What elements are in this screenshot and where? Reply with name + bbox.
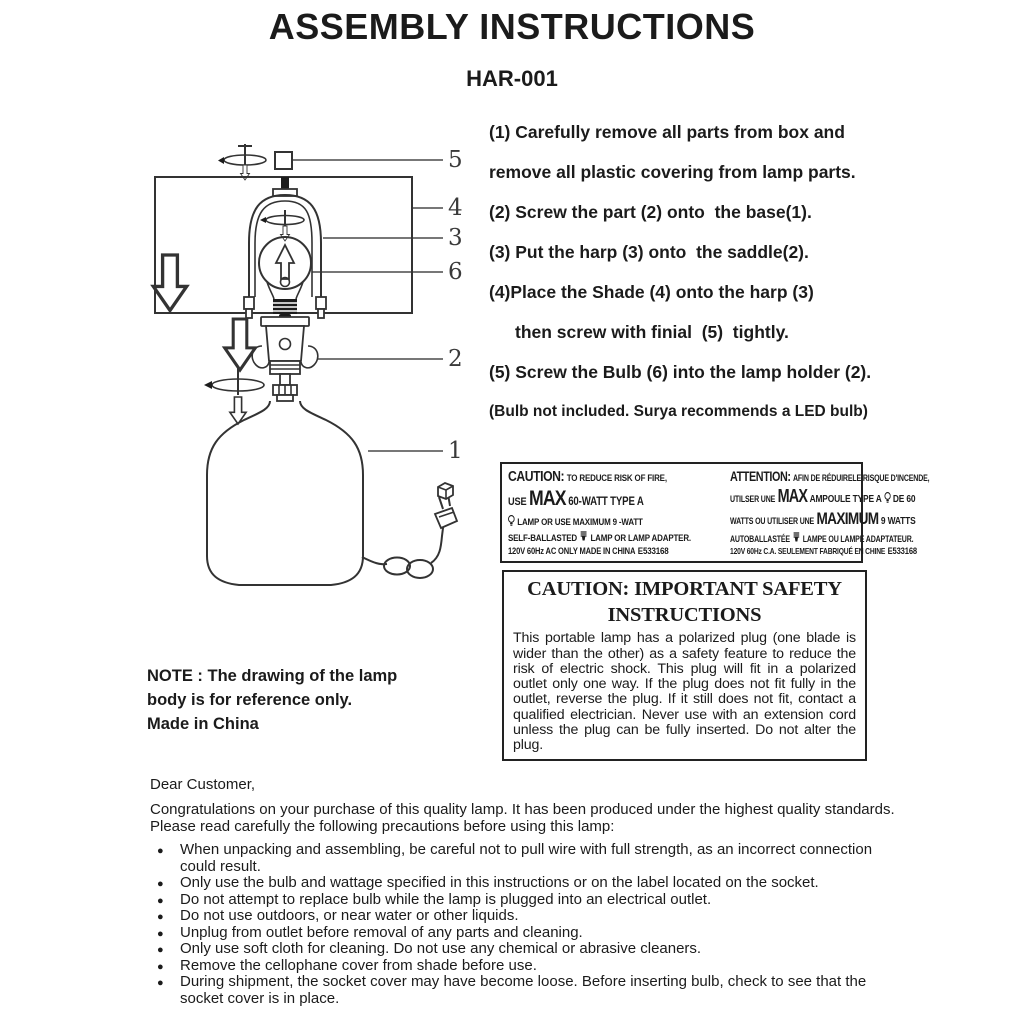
caution-text: 60-WATT TYPE A bbox=[568, 496, 644, 509]
list-item: ● Only use the bulb and wattage specified in this instructions or on the label located on the socket. bbox=[150, 875, 900, 892]
list-item: ● When unpacking and assembling, be careful not to pull wire with full strength, as an incorrect connection could result. bbox=[150, 842, 900, 875]
ul-number: E533168 bbox=[637, 546, 669, 557]
cfl-bulb-icon bbox=[580, 531, 588, 542]
customer-letter bbox=[150, 776, 900, 1007]
step-line: remove all plastic covering from lamp parts. bbox=[489, 162, 856, 182]
shade-box bbox=[155, 177, 412, 313]
caution-word: CAUTION: bbox=[508, 469, 565, 485]
caution-fr-line5 bbox=[730, 546, 929, 557]
caution-text: 120V 60Hz AC ONLY MADE IN CHINA bbox=[508, 546, 636, 556]
caution-text: LAMP OR LAMP ADAPTER. bbox=[590, 532, 691, 544]
down-arrow-icon bbox=[153, 255, 186, 311]
caution-fr-line1 bbox=[730, 469, 929, 484]
safety-instructions-box bbox=[502, 570, 867, 761]
caution-fr-line4 bbox=[730, 531, 929, 544]
list-item: ● Do not attempt to replace bulb while the lamp is plugged into an electrical outlet. bbox=[150, 892, 900, 909]
part-label-finial: 5 bbox=[448, 147, 463, 173]
light-bulb bbox=[259, 237, 311, 320]
step-line: (4)Place the Shade (4) onto the harp (3) bbox=[489, 282, 814, 302]
safety-heading bbox=[513, 577, 856, 628]
step-line: (5) Screw the Bulb (6) into the lamp holder (2). bbox=[489, 362, 872, 382]
caution-text: AMPOULE TYPE A bbox=[809, 493, 882, 505]
caution-text: AFIN DE RÉDUIRELE RISQUE D'INCENDE, bbox=[792, 473, 930, 483]
caution-text: LAMPE OU LAMPE ADAPTATEUR. bbox=[802, 534, 914, 544]
part-label-harp: 3 bbox=[448, 225, 463, 251]
caution-fr-line3 bbox=[730, 509, 929, 529]
list-item: ● Remove the cellophane cover from shade before use. bbox=[150, 958, 900, 975]
caution-en-line2 bbox=[508, 487, 691, 511]
part-label-shade: 4 bbox=[448, 195, 463, 221]
note-line: NOTE : The drawing of the lamp bbox=[147, 667, 398, 685]
caution-text: TO REDUCE RISK OF FIRE, bbox=[566, 473, 667, 484]
finial-square bbox=[275, 152, 292, 169]
cfl-bulb-icon bbox=[792, 532, 800, 543]
note-line: body is for reference only. bbox=[147, 691, 353, 709]
part-label-base: 1 bbox=[448, 438, 463, 464]
part-label-bulb: 6 bbox=[448, 259, 463, 285]
lamp-base bbox=[207, 395, 363, 585]
bulb-note: (Bulb not included. Surya recommends a LED bulb) bbox=[489, 403, 868, 420]
caution-text: LAMP OR USE MAXIMUM 9 -WATT bbox=[517, 516, 643, 528]
bulb-icon bbox=[884, 492, 890, 503]
caution-fr-line2 bbox=[730, 486, 929, 507]
precaution-list bbox=[150, 842, 900, 1007]
caution-en-line5 bbox=[508, 546, 691, 557]
caution-text: 120V 60Hz C.A. SEULEMENT FABRIQUÉ EN CHINE bbox=[729, 546, 886, 556]
caution-french bbox=[730, 469, 979, 557]
salutation: Dear Customer, bbox=[150, 776, 256, 793]
step-line: (2) Screw the part (2) onto the base(1). bbox=[489, 202, 812, 222]
ul-number: E533168 bbox=[887, 546, 917, 557]
list-item: ● During shipment, the socket cover may have become loose. Before inserting bulb, check to see that the socket cover is in place. bbox=[150, 974, 900, 1007]
caution-english bbox=[508, 469, 726, 557]
caution-en-line3 bbox=[508, 514, 691, 528]
part-label-socket: 2 bbox=[448, 346, 463, 372]
assembly-steps bbox=[489, 112, 929, 432]
max-word: MAX bbox=[777, 486, 808, 506]
power-plug bbox=[435, 483, 457, 528]
step-line: (1) Carefully remove all parts from box and bbox=[489, 122, 845, 142]
maximum-word: MAXIMUM bbox=[816, 509, 879, 528]
letter-intro: Congratulations on your purchase of this quality lamp. It has been produced under the highest quality standards. Please read carefully the following precautions before using this lamp: bbox=[150, 801, 895, 835]
wattage-caution-label bbox=[500, 462, 930, 563]
safety-heading-line2: INSTRUCTIONS bbox=[607, 603, 762, 626]
caution-text: WATTS OU UTILISER UNE bbox=[729, 516, 814, 526]
caution-text: USE bbox=[508, 496, 527, 509]
caution-text: DE 60 bbox=[892, 493, 916, 505]
step-line: then screw with finial (5) tightly. bbox=[515, 322, 789, 342]
max-word: MAX bbox=[529, 487, 566, 511]
bulb-icon bbox=[508, 515, 515, 526]
caution-text: AUTOBALLASTÉE bbox=[729, 534, 790, 544]
list-item: ● Do not use outdoors, or near water or other liquids. bbox=[150, 908, 900, 925]
made-in-china: Made in China bbox=[147, 715, 259, 733]
page-title: ASSEMBLY INSTRUCTIONS bbox=[268, 6, 756, 47]
caution-text: 9 WATTS bbox=[880, 515, 916, 527]
lamp-assembly-diagram bbox=[140, 115, 480, 675]
list-item: ● Only use soft cloth for cleaning. Do not use any chemical or abrasive cleaners. bbox=[150, 941, 900, 958]
note-block bbox=[147, 664, 397, 736]
caution-en-line4 bbox=[508, 530, 691, 544]
caution-text: SELF-BALLASTED bbox=[508, 532, 578, 544]
caution-word: ATTENTION: bbox=[729, 469, 791, 484]
power-cord bbox=[362, 520, 444, 578]
safety-heading-line1: CAUTION: IMPORTANT SAFETY bbox=[527, 578, 842, 600]
safety-body: This portable lamp has a polarized plug (one blade is wider than the other) as a safety feature to reduce the risk of electric shock. This plug will fit in a polarized outlet only one way. If the plug does not fit fully in the outlet, reverse the plug. If it still does not fit, contact a qualified electrician. Never use with an extension cord unless the plug can be fully inserted. Do not alter the plug. bbox=[513, 630, 856, 754]
list-item: ● Unplug from outlet before removal of any parts and cleaning. bbox=[150, 925, 900, 942]
down-arrow-icon bbox=[225, 319, 256, 370]
caution-en-line1 bbox=[508, 469, 691, 485]
step-line: (3) Put the harp (3) onto the saddle(2). bbox=[489, 242, 809, 262]
model-number: HAR-001 bbox=[466, 66, 558, 91]
finial-screw-rotation-icon bbox=[218, 144, 266, 180]
caution-text: UTILSER UNE bbox=[729, 494, 776, 504]
